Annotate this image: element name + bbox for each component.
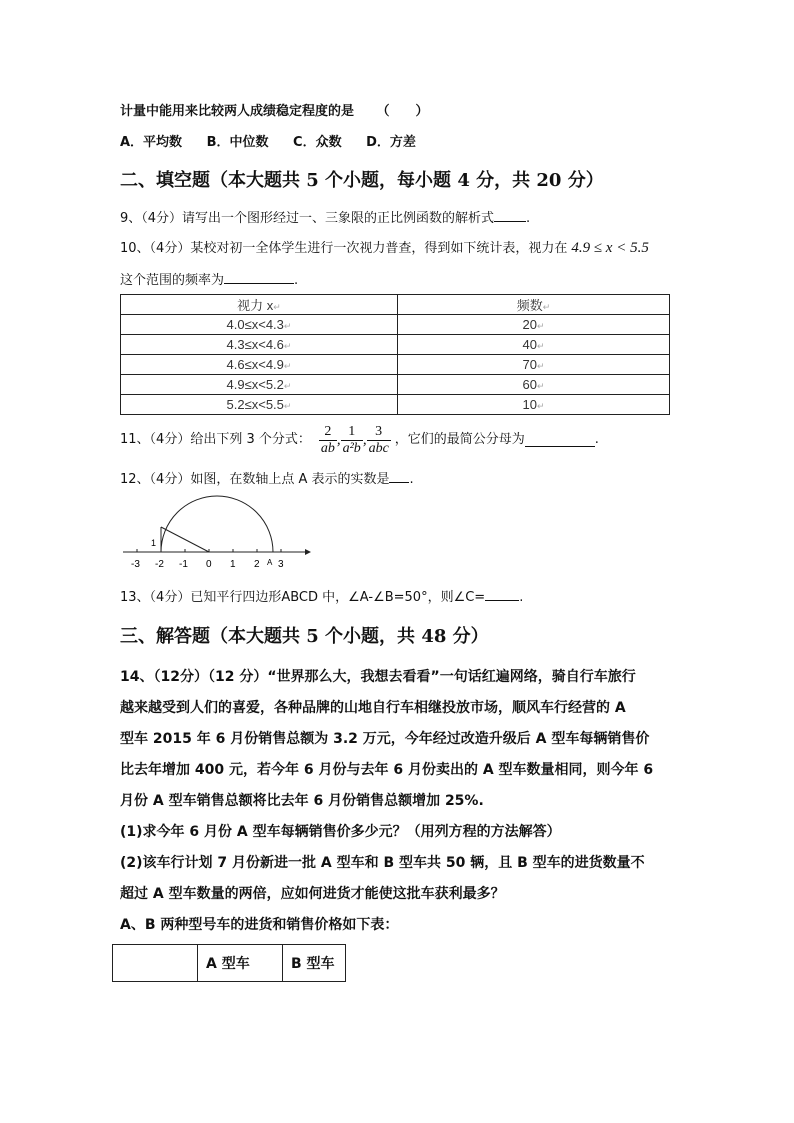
- q13-text: 13、（4分）已知平行四边形ABCD 中，∠A-∠B=50°，则∠C=: [120, 590, 486, 605]
- q14-line: (2)该车行计划 7 月份新进一批 A 型车和 B 型车共 50 辆，且 B 型车的进货数量不: [120, 855, 645, 871]
- table-cell: 60↵: [398, 375, 670, 395]
- q10-range: 4.9 ≤ x < 5.5: [571, 240, 649, 256]
- option-c: C．众数: [293, 135, 342, 150]
- answer-blank: [485, 588, 519, 601]
- tick-label: -2: [155, 559, 164, 570]
- q14-line: 超过 A 型车数量的两倍，应如何进货才能使这批车获利最多？: [120, 886, 505, 902]
- semicircle-arc: [161, 496, 273, 552]
- header-frequency: 频数: [516, 298, 543, 313]
- table-header-cell: [113, 945, 198, 982]
- q14-line: 月份 A 型车销售总额将比去年 6 月份销售总额增加 25%.: [120, 793, 484, 809]
- table-cell: 4.3≤x<4.6↵: [121, 335, 398, 355]
- q14-line: 比去年增加 400 元，若今年 6 月份与去年 6 月份卖出的 A 型车数量相同，则今年 6: [120, 762, 654, 778]
- fraction-num: 1: [341, 424, 363, 441]
- fraction-1: [319, 424, 337, 457]
- answer-blank: [224, 271, 294, 284]
- cell-count: 70: [522, 357, 537, 372]
- cell-range: 4.6≤x<4.9: [226, 357, 284, 372]
- option-d: D．方差: [366, 135, 416, 150]
- q9-end: .: [526, 211, 531, 226]
- q11-tail: ，它们的最简公分母为: [394, 432, 525, 447]
- q12: [120, 470, 414, 488]
- unit-label: 1: [151, 538, 157, 548]
- q10-text: 10、（4分）某校对初一全体学生进行一次视力普查，得到如下统计表，视力在: [120, 241, 568, 256]
- q11-text: 11、（4分）给出下列 3 个分式：: [120, 432, 311, 447]
- option-b: B．中位数: [206, 135, 269, 150]
- fraction-num: 3: [367, 424, 391, 441]
- table-cell: 4.6≤x<4.9↵: [121, 355, 398, 375]
- q14-line: A、B 两种型号车的进货和销售价格如下表：: [120, 917, 399, 933]
- cell-range: 4.0≤x<4.3: [226, 317, 284, 332]
- option-a: A．平均数: [120, 135, 183, 150]
- tick-label: -1: [179, 559, 188, 570]
- table-cell: 40↵: [398, 335, 670, 355]
- q10-line2-text: 这个范围的频率为: [120, 273, 225, 288]
- q10-end: .: [294, 273, 299, 288]
- q14-line: 14、（12分）（12 分）“世界那么大，我想去看看”一句话红遍网络，骑自行车旅行: [120, 669, 636, 685]
- price-table: [112, 944, 346, 982]
- cell-range: 4.9≤x<5.2: [226, 377, 284, 392]
- cell-count: 20: [522, 317, 537, 332]
- hypotenuse: [161, 527, 209, 552]
- table-header-row: [113, 945, 346, 982]
- table-row: [121, 315, 670, 335]
- options-row: [120, 135, 416, 151]
- fraction-3: [367, 424, 391, 457]
- table-row: [121, 375, 670, 395]
- table-row: [121, 395, 670, 415]
- point-a-label: A: [267, 558, 273, 567]
- table-row: [121, 355, 670, 375]
- q14-line: (1)求今年 6 月份 A 型车每辆销售价多少元？（用列方程的方法解答）: [120, 824, 561, 840]
- cell-count: 40: [522, 337, 537, 352]
- tick-label: 1: [230, 559, 236, 570]
- table-header-cell: 频数↵: [398, 295, 670, 315]
- q9: [120, 209, 530, 227]
- q11-end: .: [594, 432, 599, 447]
- table-cell: 4.0≤x<4.3↵: [121, 315, 398, 335]
- q13: [120, 588, 523, 606]
- cell-range: 5.2≤x<5.5: [226, 397, 284, 412]
- table-header-cell: 视力 x↵: [121, 295, 398, 315]
- tick-label: -3: [131, 559, 140, 570]
- tick-label: 3: [278, 559, 284, 570]
- table-header-row: [121, 295, 670, 315]
- fraction-num: 2: [319, 424, 337, 441]
- number-line-figure: [115, 490, 315, 572]
- cell-count: 60: [522, 377, 537, 392]
- q10-line2: [120, 271, 298, 289]
- table-cell: 10↵: [398, 395, 670, 415]
- q14-line: 型车 2015 年 6 月份销售总额为 3.2 万元，今年经过改造升级后 A 型车每辆销售价: [120, 731, 650, 747]
- cell-range: 4.3≤x<4.6: [226, 337, 284, 352]
- header-vision: 视力 x: [237, 298, 274, 313]
- q13-end: .: [519, 590, 524, 605]
- fraction-2: [341, 424, 363, 457]
- table-header-cell: B 型车: [283, 945, 346, 982]
- answer-blank: [389, 470, 409, 483]
- section3-title: 三、解答题（本大题共 5 个小题，共 48 分）: [120, 626, 489, 647]
- q10: [120, 240, 649, 257]
- answer-blank: [525, 434, 595, 447]
- q14-line: 越来越受到人们的喜爱，各种品牌的山地自行车相继投放市场，顺风车行经营的 A: [120, 700, 626, 716]
- answer-blank: [494, 209, 526, 222]
- fraction-den: abc: [368, 440, 389, 456]
- tick-label: 0: [206, 559, 212, 570]
- q9-text: 9、（4分）请写出一个图形经过一、三象限的正比例函数的解析式: [120, 211, 495, 226]
- q11: 11、（4分）给出下列 3 个分式： $\frac{2}{ab}$ , $\frac{1}{\text{a²b}}$ , $\frac{3}{\text{abc}}$ ，它们的最简公分母为 .: [120, 423, 599, 456]
- table-cell: 5.2≤x<5.5↵: [121, 395, 398, 415]
- table-cell: 70↵: [398, 355, 670, 375]
- q12-end: .: [409, 472, 414, 487]
- question-text: 计量中能用来比较两人成绩稳定程度的是: [120, 104, 355, 119]
- table-header-cell: A 型车: [198, 945, 283, 982]
- axis-arrow-icon: [305, 549, 311, 555]
- tick-label: 2: [254, 559, 260, 570]
- question-tail: [120, 104, 429, 120]
- section2-title: 二、填空题（本大题共 5 个小题，每小题 4 分，共 20 分）: [120, 170, 604, 191]
- table-cell: 20↵: [398, 315, 670, 335]
- cell-count: 10: [522, 397, 537, 412]
- table-row: [121, 335, 670, 355]
- vision-table: [120, 294, 670, 415]
- table-cell: 4.9≤x<5.2↵: [121, 375, 398, 395]
- fraction-den: ab: [320, 440, 335, 456]
- answer-paren: （ ）: [376, 104, 429, 119]
- q12-text: 12、（4分）如图，在数轴上点 A 表示的实数是: [120, 472, 390, 487]
- fraction-den: a²b: [342, 440, 361, 456]
